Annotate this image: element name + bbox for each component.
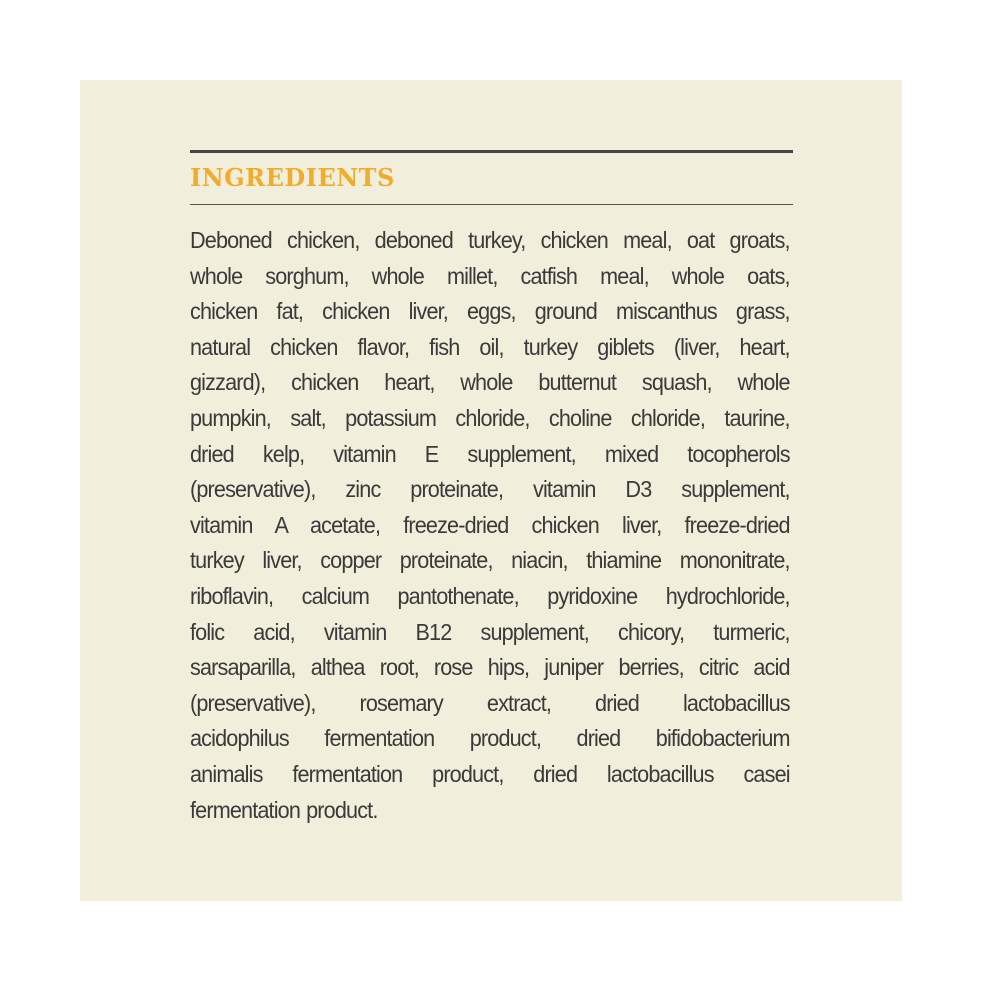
ingredients-line: dried kelp, vitamin E supplement, mixed tocopherols [190, 440, 790, 467]
ingredients-line: whole sorghum, whole millet, catfish meal, whole oats, [190, 262, 790, 289]
ingredients-line: (preservative), zinc proteinate, vitamin D3 supplement, [190, 476, 790, 503]
ingredients-line: riboflavin, calcium pantothenate, pyridoxine hydrochloride, [190, 582, 790, 609]
ingredients-line: fermentation product. [190, 796, 378, 823]
ingredients-line: natural chicken flavor, fish oil, turkey giblets (liver, heart, [190, 333, 790, 360]
ingredients-line: turkey liver, copper proteinate, niacin, thiamine mononitrate, [190, 547, 790, 574]
ingredients-text [190, 223, 790, 828]
ingredients-line: Deboned chicken, deboned turkey, chicken meal, oat groats, [190, 227, 790, 253]
ingredients-line: vitamin A acetate, freeze-dried chicken liver, freeze-dried [190, 511, 790, 538]
ingredients-heading: INGREDIENTS [190, 163, 395, 192]
ingredients-line: gizzard), chicken heart, whole butternut squash, whole [190, 369, 790, 396]
ingredients-line: animalis fermentation product, dried lactobacillus casei [190, 760, 790, 787]
ingredients-line: (preservative), rosemary extract, dried lactobacillus [190, 689, 790, 716]
ingredients-line: chicken fat, chicken liver, eggs, ground miscanthus grass, [190, 298, 790, 325]
ingredients-line: acidophilus fermentation product, dried bifidobacterium [190, 725, 790, 752]
heading-divider [190, 204, 793, 205]
ingredients-line: pumpkin, salt, potassium chloride, choline chloride, taurine, [190, 404, 790, 431]
ingredients-line: sarsaparilla, althea root, rose hips, juniper berries, citric acid [190, 654, 790, 681]
ingredients-line: folic acid, vitamin B12 supplement, chicory, turmeric, [190, 618, 790, 645]
top-divider [190, 150, 793, 153]
